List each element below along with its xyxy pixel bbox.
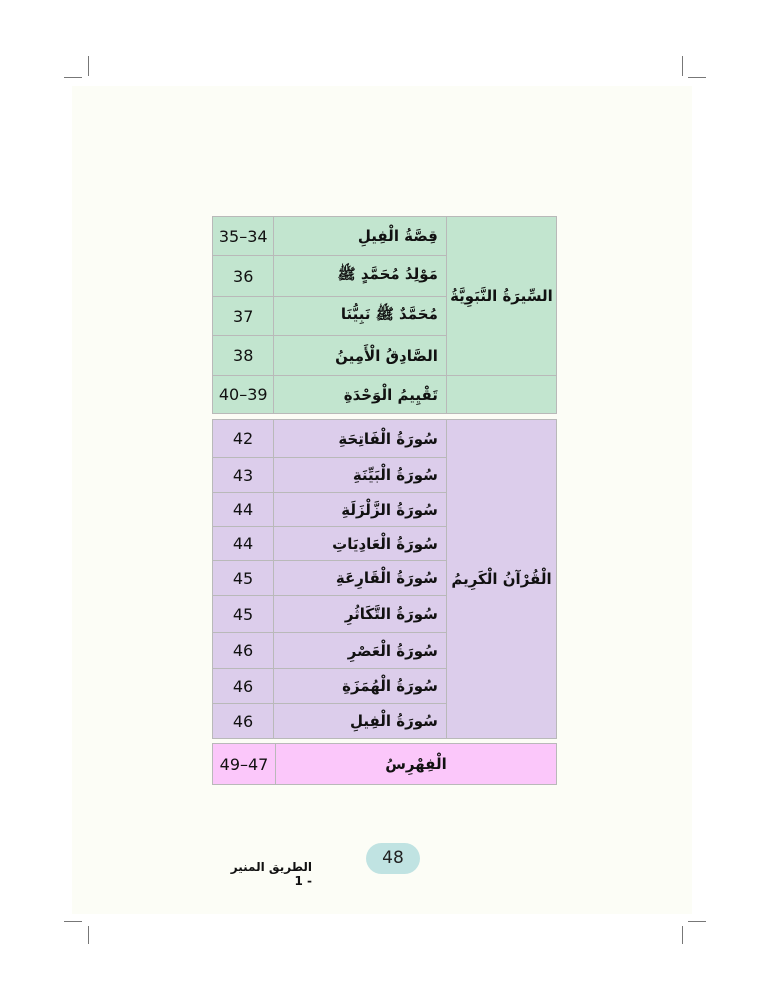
lesson-title: سُورَةُ التَّكَاثُرِ (274, 596, 447, 633)
crop-mark (64, 77, 82, 78)
table-row (213, 217, 557, 256)
lesson-title: الصَّادِقُ الْأَمِينُ (274, 336, 446, 376)
page-range: 49–47 (213, 744, 276, 785)
page-range: 45 (213, 561, 274, 596)
lesson-title: مُحَمَّدٌ ﷺ نَبِيُّنَا (274, 297, 446, 336)
toc-section-seerah (212, 216, 557, 414)
table-row (213, 376, 557, 414)
lesson-title: قِصَّةُ الْفِيلِ (274, 217, 446, 256)
lesson-title: سُورَةُ الزَّلْزَلَةِ (274, 493, 447, 527)
lesson-title: سُورَةُ الْقَارِعَةِ (274, 561, 447, 596)
page-range: 36 (213, 256, 274, 297)
page-range: 38 (213, 336, 274, 376)
crop-mark (64, 921, 82, 922)
lesson-title: سُورَةُ الْبَيِّنَةِ (274, 458, 447, 493)
section-title: الْقُرْآنُ الْكَرِيمُ (446, 420, 556, 739)
toc-index (212, 743, 557, 785)
crop-mark (688, 921, 706, 922)
lesson-title: سُورَةُ الْفِيلِ (274, 704, 447, 739)
page-range: 44 (213, 527, 274, 561)
crop-mark (682, 926, 683, 944)
index-title: الْفِهْرِسُ (276, 744, 557, 785)
page-range: 46 (213, 704, 274, 739)
page-range: 44 (213, 493, 274, 527)
page-range: 45 (213, 596, 274, 633)
page-range: 42 (213, 420, 274, 458)
page-range: 37 (213, 297, 274, 336)
section-title: السِّيرَةُ النَّبَوِيَّةُ (446, 217, 556, 376)
lesson-title: مَوْلِدُ مُحَمَّدٍ ﷺ (274, 256, 446, 297)
crop-mark (682, 56, 683, 76)
table-row (213, 744, 557, 785)
lesson-title: سُورَةُ الْهُمَزَةِ (274, 669, 447, 704)
lesson-title: سُورَةُ الْعَادِيَاتِ (274, 527, 447, 561)
crop-mark (688, 77, 706, 78)
toc-section-quran (212, 419, 557, 739)
crop-mark (88, 926, 89, 944)
empty-cell (446, 376, 556, 414)
lesson-title: سُورَةُ الْفَاتِحَةِ (274, 420, 447, 458)
page-number-badge: 48 (366, 843, 420, 874)
page-range: 40–39 (213, 376, 274, 414)
lesson-title: تَقْيِيمُ الْوَحْدَةِ (274, 376, 446, 414)
crop-mark (88, 56, 89, 76)
table-row (213, 420, 557, 458)
page-range: 43 (213, 458, 274, 493)
lesson-title: سُورَةُ الْعَصْرِ (274, 633, 447, 669)
page-range: 46 (213, 669, 274, 704)
book-footer-title: الطريق المنير - 1 (230, 860, 312, 888)
page-range: 35–34 (213, 217, 274, 256)
page-range: 46 (213, 633, 274, 669)
